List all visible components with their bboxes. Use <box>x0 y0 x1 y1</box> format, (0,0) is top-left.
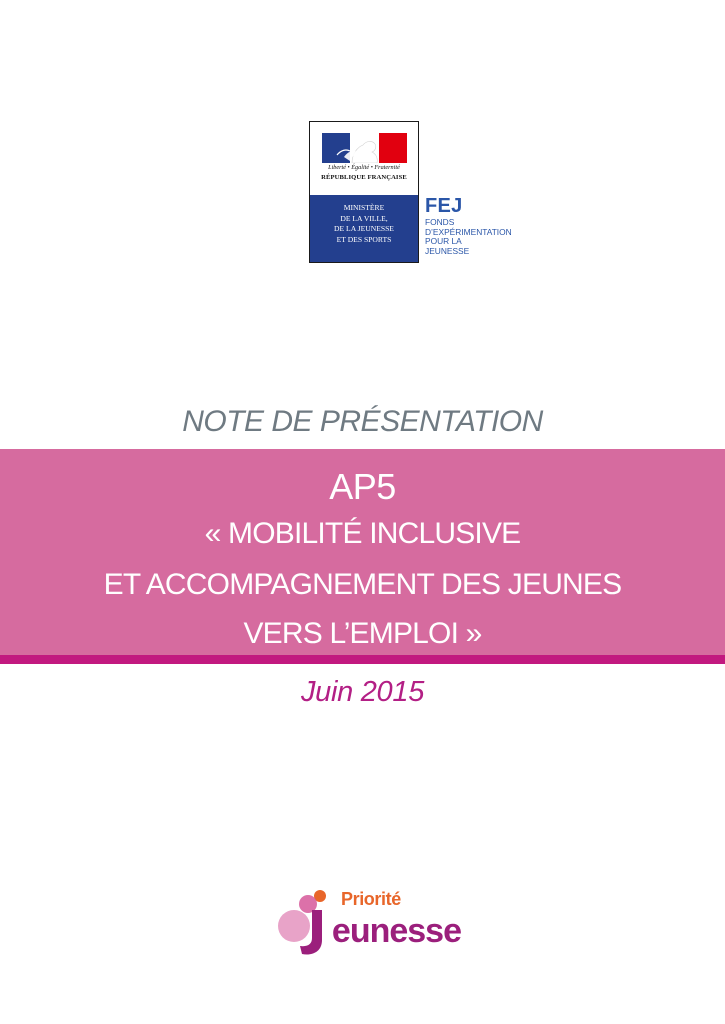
ministry-name <box>310 195 418 262</box>
ministry-line: DE LA VILLE, <box>340 213 388 223</box>
banner-stripe <box>0 655 725 664</box>
fej-logo <box>425 196 512 256</box>
republic-motto: Liberté • Égalité • Fraternité <box>328 164 400 171</box>
fej-line: POUR LA <box>425 236 462 246</box>
republic-name: RÉPUBLIQUE FRANÇAISE <box>321 174 407 181</box>
fej-line: FONDS <box>425 217 455 227</box>
fej-line: JEUNESSE <box>425 245 470 256</box>
fej-subtitle <box>425 218 512 256</box>
banner-title-line-3: VERS L’EMPLOI » <box>243 617 482 650</box>
fej-line: D’EXPÉRIMENTATION <box>425 226 512 237</box>
banner-title-line-2: ET ACCOMPAGNEMENT DES JEUNES <box>103 568 622 601</box>
marianne-flag-icon <box>322 133 407 163</box>
ministry-logo <box>309 121 419 263</box>
banner-title-line-1: « MOBILITÉ INCLUSIVE <box>204 517 521 550</box>
logo-word-jeunesse: eunesse <box>331 912 462 950</box>
title-banner <box>0 449 725 655</box>
document-type-title: NOTE DE PRÉSENTATION <box>182 405 543 438</box>
document-date: Juin 2015 <box>300 676 425 708</box>
ministry-line: DE LA JEUNESSE <box>334 224 394 233</box>
logo-word-priorite: Priorité <box>341 889 401 909</box>
fej-title: FEJ <box>425 195 463 217</box>
republic-header <box>310 122 418 195</box>
ministry-line: ET DES SPORTS <box>336 234 392 244</box>
ministry-line: MINISTÈRE <box>343 203 385 212</box>
priorite-jeunesse-logo <box>276 888 462 958</box>
project-code: AP5 <box>329 466 396 507</box>
